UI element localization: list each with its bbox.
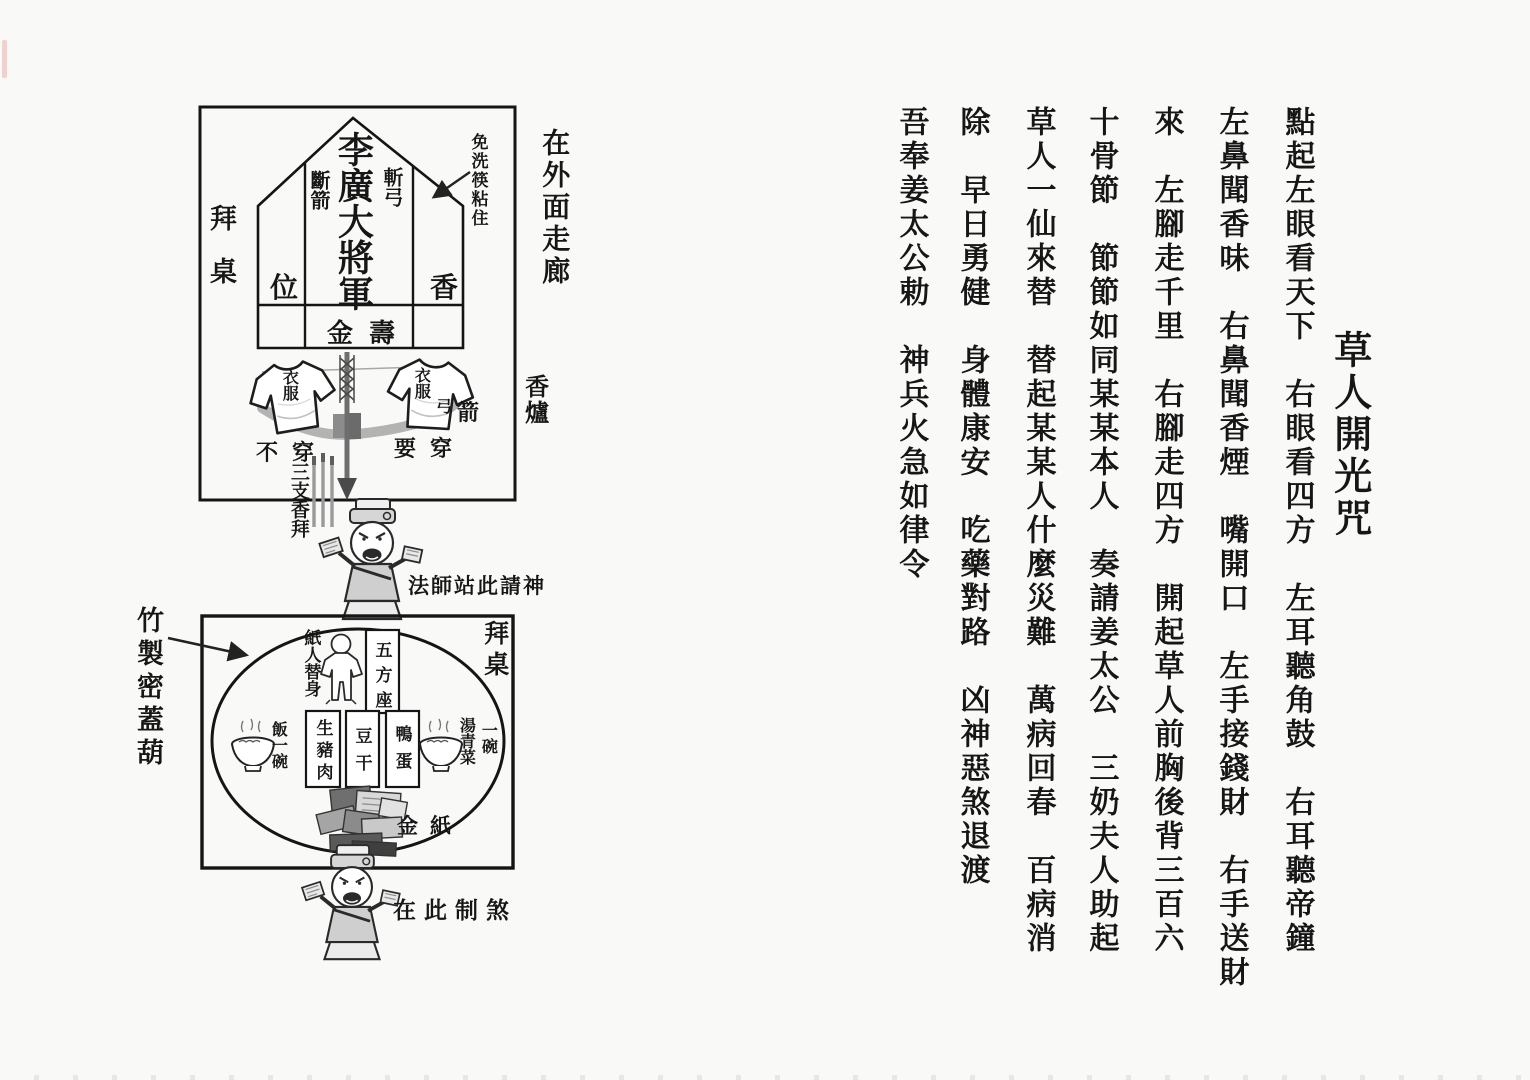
- not-wear-label: 不穿: [256, 440, 329, 465]
- chopstick-note: 免洗筷粘住: [468, 133, 488, 228]
- scan-artifact-red-mark: [2, 40, 7, 78]
- chopstick-note-arrow-icon: [434, 172, 470, 197]
- corridor-note: 在外面走廊: [538, 128, 570, 288]
- duck-egg-label: 鴨蛋: [392, 725, 412, 779]
- must-wear-label: 要穿: [394, 436, 467, 461]
- incense-label: 香: [430, 273, 459, 304]
- raw-pork-label: 生豬肉: [313, 719, 333, 785]
- cut-bow-label: 斬弓: [380, 167, 402, 207]
- altar-table-label-2: 拜桌: [480, 620, 508, 682]
- bow-char-label: 弓: [436, 399, 453, 416]
- dried-tofu-label: 豆干: [352, 727, 372, 781]
- chant-title: 草人開光咒: [1327, 330, 1370, 540]
- chant-column-7: 吾奉姜太公勅 神兵火急如律令: [894, 106, 928, 582]
- incense-burner-label: 香爐: [520, 374, 547, 426]
- paper-effigy-icon: [321, 635, 362, 705]
- chant-column-2: 左鼻聞香味 右鼻聞香煙 嘴開口 左手接錢財 右手送財: [1214, 106, 1248, 990]
- priest-figure-2-icon: [302, 845, 400, 959]
- broken-arrow-label: 斷箭: [307, 170, 329, 210]
- priest-caption-bottom: 在此制煞: [393, 898, 517, 923]
- gourd-note-arrow-icon: [168, 638, 246, 655]
- shrine-name: 李廣大將軍: [333, 131, 374, 311]
- shirt-right-label: 衣服: [412, 367, 430, 399]
- altar-table-label: 拜桌: [206, 204, 237, 310]
- gourd-note: 竹製密蓋葫: [133, 606, 164, 771]
- priest-caption-top: 法師站此請神: [408, 574, 546, 598]
- gold-paper-label: 金紙: [397, 814, 463, 838]
- chant-column-5: 草人一仙來替 替起某某人什麼災難 萬病回春 百病消: [1021, 106, 1055, 956]
- chant-column-4: 十骨節 節節如同某某本人 奏請姜太公 三奶夫人助起: [1084, 106, 1118, 956]
- shirt-left-label: 衣服: [280, 369, 298, 401]
- soup-label-inner: 湯青菜: [457, 717, 475, 765]
- paper-effigy-label: 紙人替身: [301, 629, 321, 697]
- priest-figure-icon: [319, 499, 422, 619]
- five-direction-seat-label: 五方座: [372, 641, 392, 716]
- soup-label-outer: 一碗: [479, 722, 497, 754]
- arrow-char-label: 箭: [457, 400, 480, 425]
- rice-bowl-label: 飯一碗: [269, 721, 287, 769]
- seat-label: 位: [270, 273, 299, 304]
- gold-band-label: 金壽: [327, 319, 412, 348]
- chant-column-3: 來 左腳走千里 右腳走四方 開起草人前胸後背三百六: [1149, 106, 1183, 956]
- chant-column-6: 除 早日勇健 身體康安 吃藥對路 凶神惡煞退渡: [955, 106, 989, 888]
- chant-column-1: 點起左眼看天下 右眼看四方 左耳聽角鼓 右耳聽帝鐘: [1280, 106, 1314, 956]
- scan-artifact-bottom-edge: [0, 1075, 1530, 1080]
- three-incense-label: 三支香拜: [287, 462, 309, 538]
